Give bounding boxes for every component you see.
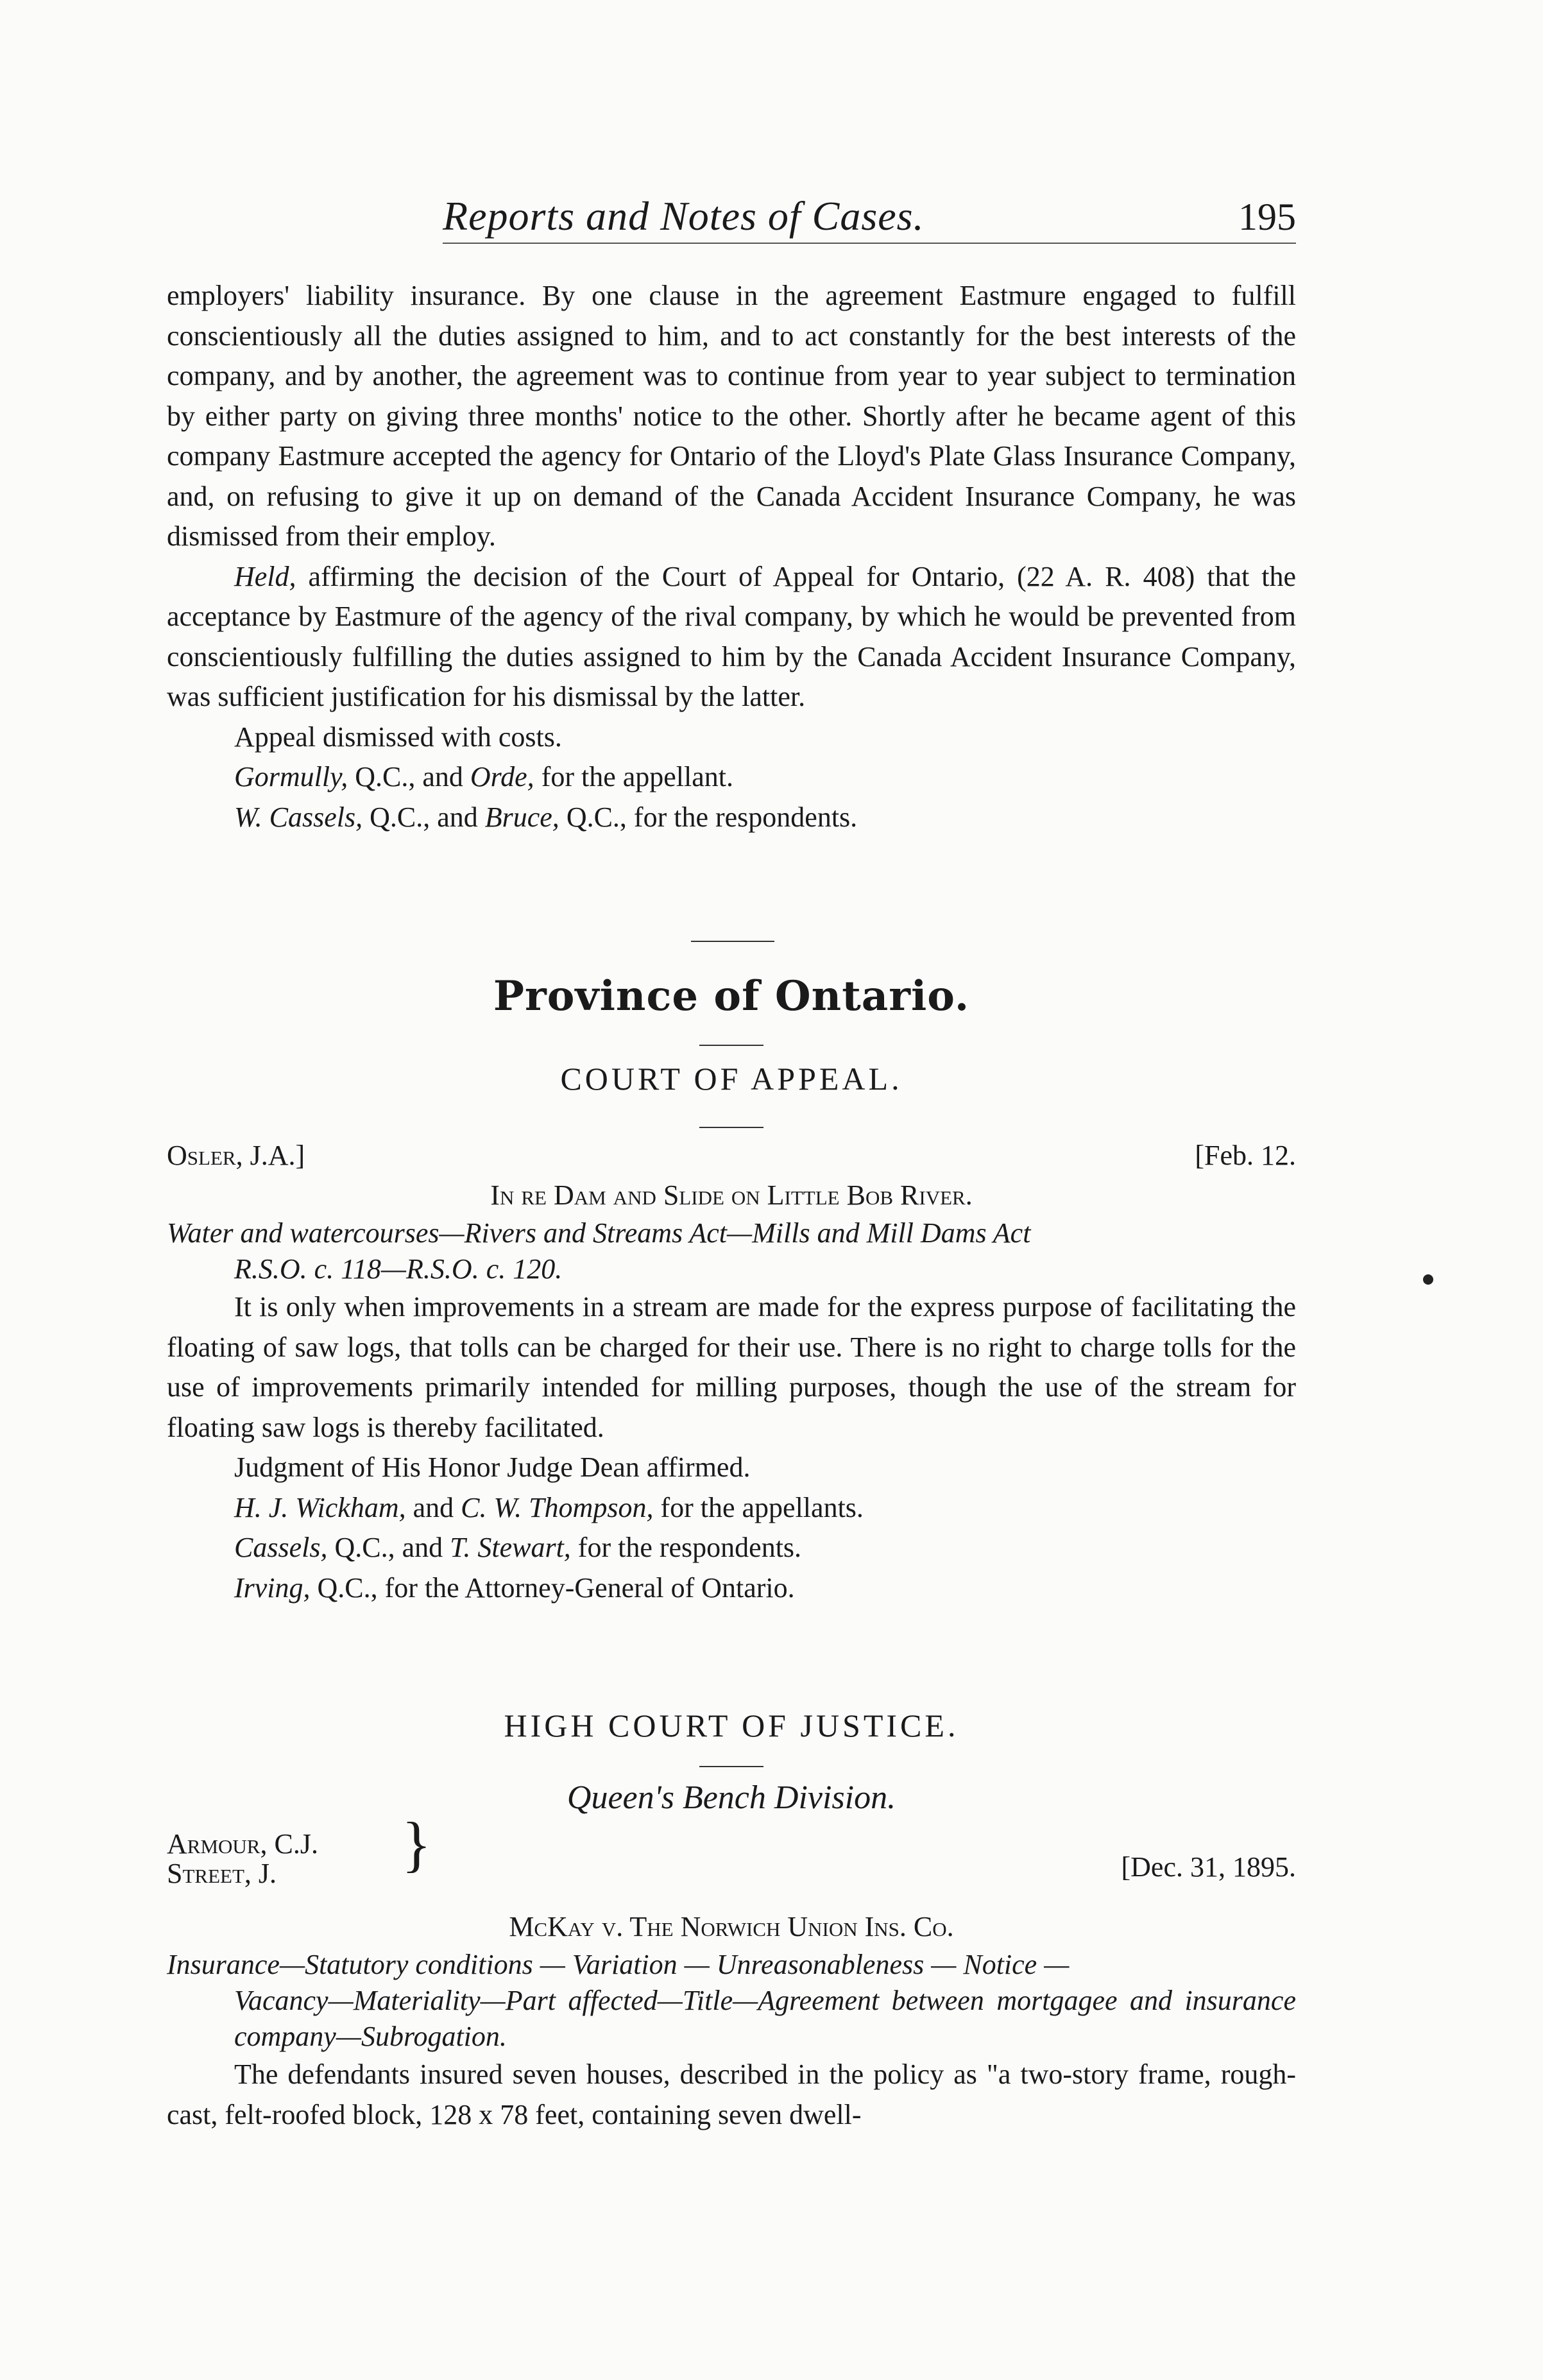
- counsel-name: C. W. Thompson,: [461, 1491, 654, 1523]
- case-paragraph: The defendants insured seven houses, described in the policy as "a two-story frame, rough-cast, felt-roofed block, 128 x 78 feet, containing seven dwell-: [167, 2059, 1296, 2130]
- brace-glyph: }: [402, 1810, 432, 1878]
- counsel-line: [167, 1488, 1296, 1528]
- court-heading: COURT OF APPEAL.: [560, 1061, 903, 1097]
- running-title: Reports and Notes of Cases.: [443, 193, 925, 239]
- case-eastmure-section: [167, 276, 1296, 837]
- counsel-name: W. Cassels,: [234, 801, 363, 833]
- counsel-text: for the appellant.: [534, 761, 734, 792]
- heading-divider: [699, 1127, 763, 1128]
- division-heading: Queen's Bench Division.: [567, 1779, 896, 1816]
- heading-divider: [699, 1766, 763, 1767]
- case-dam-slide-section: [167, 1136, 1296, 1608]
- page-number: 195: [1238, 196, 1296, 238]
- catchwords-line: R.S.O. c. 118—R.S.O. c. 120.: [234, 1253, 563, 1285]
- counsel-line: [167, 757, 1296, 798]
- held-text: affirming the decision of the Court of Appeal for Ontario, (22 A. R. 408) that the acceptance by Eastmure of the agency of the rival company, by which he would be prevented from conscientiously fulfilling the duties assigned to him by the Canada Accident Insurance Company, was sufficient justification for his dismissal by the latter.: [167, 560, 1296, 712]
- judge-name: Street, J.: [167, 1858, 277, 1889]
- disposition: Judgment of His Honor Judge Dean affirmed.: [234, 1451, 751, 1483]
- counsel-text: Q.C., for the Attorney-General of Ontario.: [310, 1571, 795, 1604]
- province-section: [167, 972, 1296, 1020]
- counsel-name: T. Stewart,: [450, 1532, 571, 1563]
- counsel-line: [167, 1568, 1296, 1609]
- heading-divider: [699, 1045, 763, 1046]
- case-paragraph: It is only when improvements in a stream are made for the express purpose of facilitating the floating of saw logs, that tolls can be charged for their use. There is no right to charge tolls for the use of improvements primarily intended for milling purposes, though the use of the stream for floating saw logs is thereby facilitated.: [167, 1291, 1296, 1443]
- counsel-text: for the respondents.: [570, 1532, 802, 1563]
- high-court-heading-wrap: [167, 1707, 1296, 1744]
- counsel-text: Q.C., for the respondents.: [559, 801, 858, 833]
- case-date: [Dec. 31, 1895.: [1121, 1851, 1296, 1883]
- held-label: Held,: [234, 560, 296, 592]
- catchwords-line: Insurance—Statutory conditions — Variation — Unreasonableness — Notice —: [167, 1949, 1070, 1980]
- province-heading: Province of Ontario.: [493, 972, 970, 1020]
- margin-dot: [1423, 1274, 1433, 1285]
- section-divider: [691, 941, 774, 942]
- catchwords-line: Water and watercourses—Rivers and Streams Act—Mills and Mill Dams Act: [167, 1217, 1031, 1249]
- running-head: [443, 193, 1296, 244]
- case-mckay-section: [167, 1810, 1296, 2135]
- disposition: Appeal dismissed with costs.: [234, 721, 562, 753]
- judge-name: Armour, C.J.: [167, 1828, 318, 1860]
- high-court-heading: HIGH COURT OF JUSTICE.: [504, 1708, 959, 1743]
- case-title: In re Dam and Slide on Little Bob River.: [490, 1179, 973, 1211]
- catchwords-line: Vacancy—Materiality—Part affected—Title—Agreement between mortgagee and insurance company—Subrogation.: [234, 1985, 1296, 2052]
- case-title: McKay v. The Norwich Union Ins. Co.: [509, 1911, 954, 1942]
- counsel-name: Orde,: [470, 761, 534, 792]
- counsel-name: Gormully,: [234, 761, 348, 792]
- counsel-name: Bruce,: [484, 801, 559, 833]
- counsel-text: and: [405, 1491, 461, 1523]
- catchwords: [167, 1215, 1296, 1287]
- judge-date-row: [167, 1136, 1296, 1176]
- counsel-line: [167, 798, 1296, 838]
- case-paragraph: employers' liability insurance. By one clause in the agreement Eastmure engaged to fulfill conscientiously all the duties assigned to him, and to act constantly for the best interests of the company, and by another, the agreement was to continue from year to year subject to termination by either party on giving three months' notice to the other. Shortly after he became agent of this company Eastmure accepted the agency for Ontario of the Lloyd's Plate Glass Insurance Company, and, on refusing to give it up on demand of the Canada Accident Insurance Company, he was dismissed from their employ.: [167, 280, 1296, 552]
- counsel-text: Q.C., and: [348, 761, 470, 792]
- case-date: [Feb. 12.: [1195, 1140, 1296, 1171]
- counsel-text: for the appellants.: [653, 1491, 864, 1523]
- court-of-appeal-heading-wrap: [167, 1060, 1296, 1097]
- counsel-name: H. J. Wickham,: [234, 1491, 406, 1523]
- judges-date-block: [167, 1810, 1296, 1907]
- counsel-name: Irving,: [234, 1571, 311, 1604]
- division-heading-wrap: [167, 1779, 1296, 1817]
- counsel-name: Cassels,: [234, 1532, 328, 1563]
- judge-name: Osler, J.A.]: [167, 1140, 305, 1171]
- counsel-line: [167, 1528, 1296, 1568]
- held-paragraph: [167, 557, 1296, 717]
- counsel-text: Q.C., and: [362, 801, 485, 833]
- counsel-text: Q.C., and: [327, 1532, 450, 1563]
- catchwords: [167, 1947, 1296, 2055]
